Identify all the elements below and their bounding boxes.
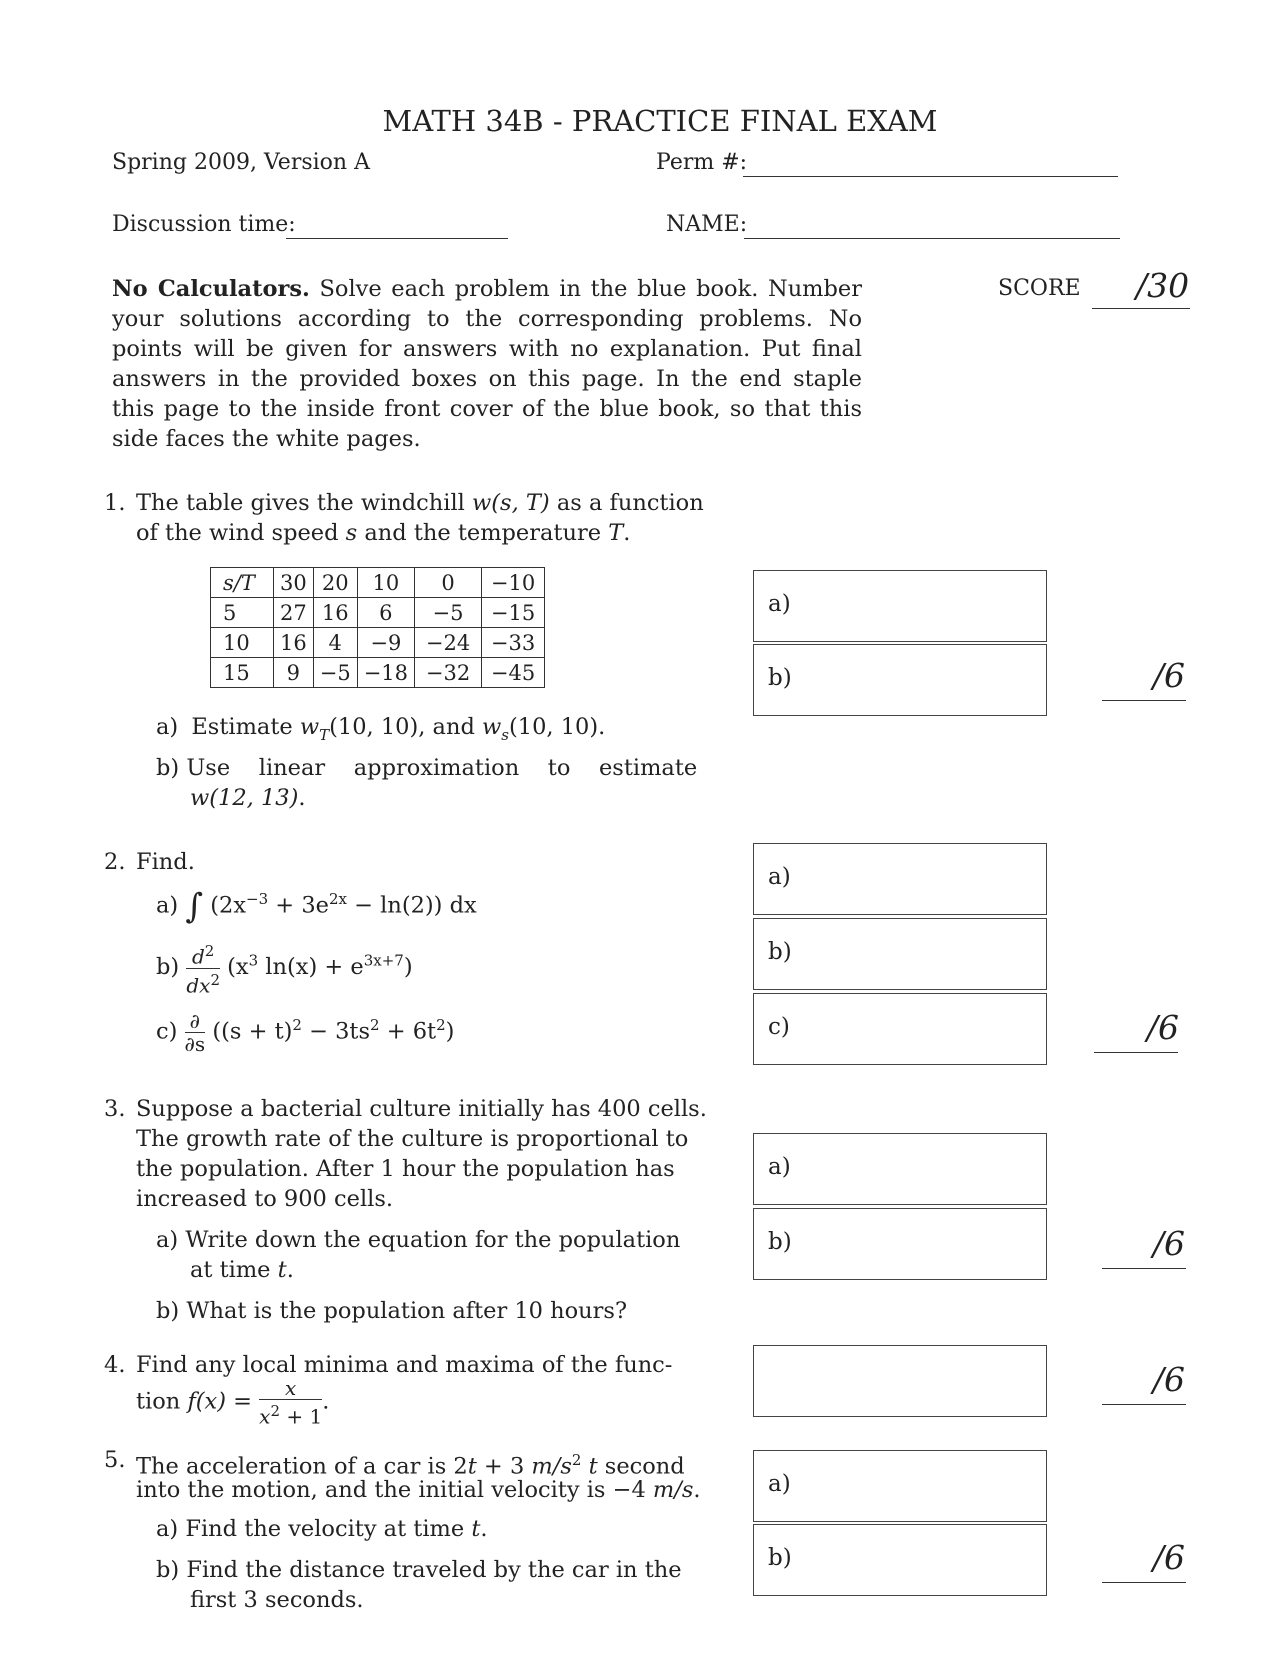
table-cell: 9: [274, 658, 314, 688]
p4-fraction: [259, 1377, 322, 1428]
problem-1-part-b-2: [190, 783, 306, 813]
problem-2-part-b: [156, 940, 413, 996]
table-cell: −5: [313, 658, 357, 688]
instructions-text: Solve each problem in the blue book. Number your solutions according to the corresponding problems. No points will be given for answers with no explanation. Put final answers in the provided boxes on this page. In the end staple this page to the inside front cover of the blue book, so that this side faces the white pages.: [112, 276, 862, 452]
table-cell: 16: [274, 628, 314, 658]
p2-c-end: ): [445, 1018, 455, 1045]
p1-b-period: .: [298, 785, 306, 811]
p2-c-den: ∂s: [184, 1032, 206, 1056]
problem-3-line-2: The growth rate of the culture is proportional to: [136, 1126, 689, 1152]
p5-period: .: [693, 1477, 701, 1503]
p3-a-t: t: [277, 1257, 287, 1283]
problem-1-intro-1: [136, 488, 704, 518]
points-p2: /6: [1146, 1008, 1179, 1047]
instructions: [112, 274, 862, 454]
table-cell: 15: [211, 658, 274, 688]
p3-a-line2: at time: [190, 1257, 271, 1283]
p2-c-mid2: + 6t: [379, 1018, 437, 1045]
problem-4-line-2: [136, 1377, 329, 1428]
p2-a-body: (2x: [210, 892, 247, 919]
p1-text-3: of the wind speed: [136, 520, 339, 546]
table-cell: 16: [313, 598, 357, 628]
points-line-p2: [1094, 1052, 1178, 1053]
table-cell: −5: [415, 598, 482, 628]
points-line-p4: [1102, 1404, 1186, 1405]
answer-box-3b[interactable]: [753, 1208, 1047, 1280]
p2-c-partial: [185, 1010, 206, 1055]
p2-b-body: (x: [227, 954, 249, 981]
table-cell: 20: [313, 568, 357, 598]
p1-a-label: a): [156, 714, 179, 740]
table-cell: −33: [482, 628, 545, 658]
p5-a-label: a): [156, 1516, 179, 1542]
problem-3-line-4: increased to 900 cells.: [136, 1186, 394, 1212]
box-label: b): [768, 939, 792, 965]
table-cell: −9: [357, 628, 414, 658]
problem-5-number: 5.: [104, 1447, 126, 1473]
box-label: a): [768, 864, 791, 890]
p2-b-mid: ln(x) + e: [258, 954, 364, 981]
points-line-p5: [1102, 1582, 1186, 1583]
p2-b-derivative: [186, 940, 220, 996]
p2-c-exp3: 2: [436, 1016, 446, 1034]
p1-a-sub-s: s: [501, 725, 509, 744]
answer-box-1a[interactable]: [753, 570, 1047, 642]
score-label: SCORE: [998, 276, 1081, 301]
p3-a-line1: Write down the equation for the population: [185, 1227, 681, 1253]
p1-a-sub-T: T: [319, 725, 330, 744]
p5-text-1: The acceleration of a car is 2: [136, 1453, 468, 1480]
p1-a-and: , and: [418, 714, 475, 740]
p2-a-exp2: 2x: [328, 890, 347, 908]
p2-a-exp1: −3: [246, 890, 269, 908]
table-cell: −32: [415, 658, 482, 688]
perm-label: Perm #:: [656, 150, 748, 175]
p1-math-w: w(s, T): [472, 490, 550, 516]
p1-b-math: w(12, 13): [190, 785, 299, 811]
box-label: a): [768, 1471, 791, 1497]
table-cell: 4: [313, 628, 357, 658]
table-cell: s/T: [211, 568, 274, 598]
table-cell: 30: [274, 568, 314, 598]
problem-1-part-b: [156, 753, 697, 783]
problem-3-line-1: Suppose a bacterial culture initially has 400 cells.: [136, 1096, 707, 1122]
p2-b-exp1: 3: [248, 951, 259, 970]
table-cell: 5: [211, 598, 274, 628]
problem-5-part-a: [156, 1514, 488, 1544]
points-p3: /6: [1152, 1224, 1185, 1263]
points-p1: /6: [1152, 656, 1185, 695]
table-cell: −45: [482, 658, 545, 688]
p2-a-mid: + 3e: [268, 892, 329, 919]
score-line: [1092, 308, 1190, 309]
problem-2-part-c: [156, 1010, 454, 1055]
table-row: [211, 658, 545, 688]
box-label: a): [768, 591, 791, 617]
p2-a-label: a): [156, 892, 179, 919]
p5-a-t: t: [471, 1516, 481, 1542]
instructions-bold: No Calculators.: [112, 276, 310, 302]
p2-c-exp2: 2: [370, 1016, 380, 1034]
discussion-label: Discussion time:: [112, 212, 296, 237]
p5-b-label: b): [156, 1557, 180, 1583]
p1-b-label: b): [156, 755, 180, 781]
box-label: c): [768, 1014, 790, 1040]
p2-c-label: c): [156, 1018, 178, 1045]
p2-a-end: − ln(2)) dx: [346, 892, 477, 919]
answer-box-4[interactable]: [753, 1345, 1047, 1417]
p2-b-den-exp: 2: [210, 970, 220, 989]
problem-2-number: 2.: [104, 849, 126, 875]
p1-text-1: The table gives the windchill: [136, 490, 465, 516]
problem-1-part-a: [156, 712, 605, 750]
p5-b-line1: Find the distance traveled by the car in the: [186, 1557, 682, 1583]
p2-c-mid: − 3ts: [301, 1018, 371, 1045]
box-label: b): [768, 1545, 792, 1571]
table-cell: −18: [357, 658, 414, 688]
table-cell: −15: [482, 598, 545, 628]
integral-sign: ∫: [185, 886, 204, 927]
perm-field[interactable]: [743, 176, 1118, 177]
p1-text-4: and the temperature: [364, 520, 602, 546]
table-header-row: [211, 568, 545, 598]
problem-1-intro-2: [136, 518, 630, 548]
p2-b-num: d: [191, 944, 205, 969]
p4-den-end: + 1: [280, 1404, 323, 1429]
p2-c-body: ((s + t): [212, 1018, 293, 1045]
table-row: [211, 628, 545, 658]
p5-t1: t: [467, 1453, 477, 1480]
discussion-field[interactable]: [286, 238, 508, 239]
p4-period: .: [322, 1388, 330, 1415]
problem-5-line-2: [136, 1475, 701, 1505]
answer-box-3a[interactable]: [753, 1133, 1047, 1205]
p5-a-text: Find the velocity at time: [185, 1516, 465, 1542]
table-cell: 0: [415, 568, 482, 598]
problem-1-number: 1.: [104, 490, 126, 516]
p1-a-w: w: [299, 714, 320, 740]
answer-box-2c[interactable]: [753, 993, 1047, 1065]
p5-text-3: second: [597, 1453, 685, 1480]
p2-c-exp1: 2: [292, 1016, 302, 1034]
points-line-p1: [1102, 700, 1186, 701]
answer-box-2a[interactable]: [753, 843, 1047, 915]
p5-unit-1: m/s: [531, 1453, 572, 1480]
name-field[interactable]: [744, 238, 1120, 239]
problem-5-part-b-2: first 3 seconds.: [190, 1587, 364, 1613]
table-cell: 10: [357, 568, 414, 598]
problem-3-part-a: [156, 1225, 680, 1255]
table-cell: 6: [357, 598, 414, 628]
p1-b-text: Use linear approximation to estimate: [186, 755, 698, 781]
p4-func: f(x) =: [187, 1388, 253, 1415]
p4-tion: tion: [136, 1388, 181, 1415]
p4-den: x: [259, 1404, 271, 1429]
p1-a-args-1: (10, 10): [329, 714, 419, 740]
p1-a-period: .: [598, 714, 606, 740]
table-cell: 27: [274, 598, 314, 628]
problem-2-part-a: [156, 884, 477, 927]
answer-box-5a[interactable]: [753, 1450, 1047, 1522]
p4-den-exp: 2: [270, 1402, 280, 1420]
p5-unit-2: m/s: [652, 1477, 694, 1503]
p2-b-exp2: 3x+7: [363, 951, 404, 970]
p5-t2: t: [588, 1453, 598, 1480]
p4-num: x: [285, 1376, 297, 1400]
name-label: NAME:: [666, 212, 748, 237]
p2-b-label: b): [156, 954, 180, 981]
p1-text-2: as a function: [556, 490, 704, 516]
p3-b-label: b): [156, 1298, 180, 1324]
problem-4-line-1: Find any local minima and maxima of the func-: [136, 1352, 673, 1378]
answer-box-2b[interactable]: [753, 918, 1047, 990]
table-row: [211, 598, 545, 628]
problem-5-part-b: [156, 1555, 682, 1585]
p3-a-period: .: [286, 1257, 294, 1283]
p1-a-args-2: (10, 10): [509, 714, 599, 740]
answer-box-5b[interactable]: [753, 1524, 1047, 1596]
term-label: Spring 2009, Version A: [112, 150, 370, 175]
windchill-table: [210, 567, 545, 688]
p5-exp: 2: [571, 1451, 582, 1469]
p3-b-text: What is the population after 10 hours?: [186, 1298, 628, 1324]
p3-a-label: a): [156, 1227, 179, 1253]
box-label: b): [768, 665, 792, 691]
page-title: MATH 34B - PRACTICE FINAL EXAM: [382, 104, 938, 138]
table-cell: 10: [211, 628, 274, 658]
score-total: /30: [1136, 266, 1190, 305]
p2-b-den: dx: [186, 973, 211, 998]
problem-2-text: Find.: [136, 849, 195, 875]
p2-b-num-exp: 2: [204, 942, 215, 960]
problem-4-number: 4.: [104, 1352, 126, 1378]
problem-3-part-b: [156, 1296, 627, 1326]
p1-a-text: Estimate: [191, 714, 293, 740]
p5-text-2: + 3: [476, 1453, 525, 1480]
p2-c-num: ∂: [185, 1010, 206, 1033]
p5-a-period: .: [480, 1516, 488, 1542]
points-line-p3: [1102, 1268, 1186, 1269]
problem-3-number: 3.: [104, 1096, 126, 1122]
problem-3-part-a-2: [190, 1255, 294, 1285]
p1-period: .: [623, 520, 631, 546]
box-label: a): [768, 1154, 791, 1180]
table-cell: −10: [482, 568, 545, 598]
p2-b-end: ): [403, 954, 413, 981]
points-p4: /6: [1152, 1360, 1185, 1399]
table-cell: −24: [415, 628, 482, 658]
p1-math-s: s: [345, 520, 358, 546]
p1-a-w2: w: [482, 714, 502, 740]
points-p5: /6: [1152, 1538, 1185, 1577]
problem-3-line-3: the population. After 1 hour the population has: [136, 1156, 675, 1182]
box-label: b): [768, 1229, 792, 1255]
p5-text-4: into the motion, and the initial velocity is −4: [136, 1477, 646, 1503]
answer-box-1b[interactable]: [753, 644, 1047, 716]
p1-math-T: T: [608, 520, 624, 546]
